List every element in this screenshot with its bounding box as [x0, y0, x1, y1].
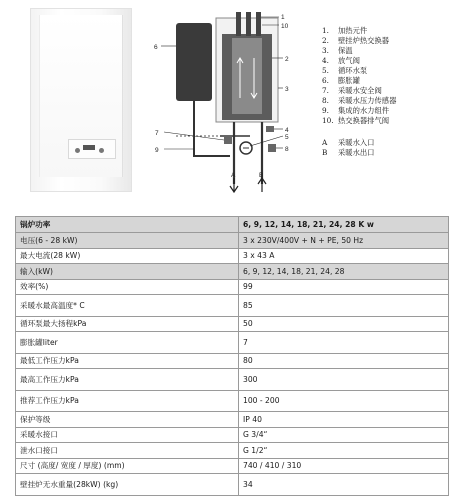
- spec-row: [16, 295, 449, 317]
- spec-label: 尺寸 (高度/ 宽度 / 厚度) (mm): [16, 458, 239, 474]
- spec-row: [16, 390, 449, 412]
- spec-value: 99: [239, 279, 449, 295]
- spec-row: [16, 369, 449, 391]
- spec-row: [16, 412, 449, 428]
- spec-row: [16, 316, 449, 332]
- spec-row: [16, 248, 449, 264]
- legend-item-text: 壁挂炉热交换器: [338, 36, 390, 45]
- legend-item-text: 加热元件: [338, 26, 368, 35]
- legend-item-text: 热交换器排气阀: [338, 116, 390, 125]
- spec-value: 3 x 230V/400V + N + PE, 50 Hz: [239, 233, 449, 249]
- spec-value: 50: [239, 316, 449, 332]
- callout-4: 4: [285, 127, 289, 134]
- heating-element-rod-2: [246, 12, 251, 36]
- heating-element-rod-3: [256, 12, 261, 36]
- spec-row: [16, 458, 449, 474]
- legend-item: [322, 26, 396, 36]
- legend-item-number: 8.: [322, 96, 329, 105]
- legend-port-letter: B: [322, 148, 328, 157]
- spec-value: 300: [239, 369, 449, 391]
- callout-7: 7: [155, 130, 159, 137]
- callout-6: 6: [154, 44, 158, 51]
- control-knob-left: [75, 148, 80, 153]
- heating-element-rod-1: [236, 12, 241, 36]
- spec-row: [16, 443, 449, 459]
- legend-item-number: 3.: [322, 46, 329, 55]
- spec-value: 7: [239, 332, 449, 354]
- legend-item: [322, 46, 396, 56]
- spec-label: 输入(kW): [16, 264, 239, 280]
- callout-1: 1: [281, 14, 285, 21]
- legend-item: [322, 106, 396, 116]
- inlet-arrow: [230, 178, 238, 192]
- spec-label: 采暖水最高温度* C: [16, 295, 239, 317]
- callout-B: B: [259, 172, 264, 179]
- legend-items: [322, 26, 396, 126]
- legend-item: [322, 56, 396, 66]
- spec-label: 采暖水接口: [16, 427, 239, 443]
- legend-port: [322, 138, 396, 148]
- spec-label: 电压(6 - 28 kW): [16, 233, 239, 249]
- safety-valve: [224, 136, 232, 144]
- legend-item: [322, 76, 396, 86]
- spec-label: 膨胀罐liter: [16, 332, 239, 354]
- legend-item-text: 循环水泵: [338, 66, 368, 75]
- air-vent: [266, 126, 274, 132]
- spec-row: [16, 233, 449, 249]
- spec-value: 100 - 200: [239, 390, 449, 412]
- spec-label: 推荐工作压力kPa: [16, 390, 239, 412]
- legend-port: [322, 148, 396, 158]
- legend-item: [322, 86, 396, 96]
- pressure-sensor: [268, 144, 276, 152]
- control-display: [83, 145, 95, 150]
- spec-header-row: [16, 217, 449, 233]
- spec-label: 效率(%): [16, 279, 239, 295]
- legend-port-text: 采暖水入口: [338, 138, 375, 147]
- legend-item-text: 采暖水安全阀: [338, 86, 382, 95]
- legend-item-number: 5.: [322, 66, 329, 75]
- spec-value: 80: [239, 353, 449, 369]
- spec-label: 壁挂炉无水重量(28kW) (kg): [16, 474, 239, 496]
- legend-port-letter: A: [322, 138, 328, 147]
- spec-row: [16, 332, 449, 354]
- spec-label: 最大电流(28 kW): [16, 248, 239, 264]
- spec-value: 34: [239, 474, 449, 496]
- diagram-legend: [322, 26, 396, 158]
- legend-item: [322, 36, 396, 46]
- boiler-schematic: [150, 8, 310, 198]
- outlet-arrow: [258, 178, 266, 192]
- spec-value: 85: [239, 295, 449, 317]
- spec-row: [16, 474, 449, 496]
- spec-table: [15, 216, 449, 496]
- legend-port-text: 采暖水出口: [338, 148, 375, 157]
- legend-item: [322, 116, 396, 126]
- spec-row: [16, 353, 449, 369]
- callout-3: 3: [285, 86, 289, 93]
- spec-label: 保护等级: [16, 412, 239, 428]
- callout-5: 5: [285, 134, 289, 141]
- callout-2: 2: [285, 56, 289, 63]
- spec-label: 循环泵最大扬程kPa: [16, 316, 239, 332]
- legend-item-text: 放气阀: [338, 56, 360, 65]
- spec-label: 泄水口接口: [16, 443, 239, 459]
- spec-header-label: 锅炉功率: [16, 217, 239, 233]
- boiler-photo: [30, 8, 132, 192]
- legend-item-number: 7.: [322, 86, 329, 95]
- spec-value: IP 40: [239, 412, 449, 428]
- expansion-tank: [176, 23, 212, 101]
- spec-label: 最高工作压力kPa: [16, 369, 239, 391]
- legend-item-number: 1.: [322, 26, 329, 35]
- legend-item-number: 4.: [322, 56, 329, 65]
- spec-value: 6, 9, 12, 14, 18, 21, 24, 28: [239, 264, 449, 280]
- spec-value: 3 x 43 A: [239, 248, 449, 264]
- callout-10: 10: [281, 23, 289, 30]
- spec-value: G 3/4“: [239, 427, 449, 443]
- legend-item: [322, 66, 396, 76]
- legend-item-text: 集成的水力组件: [338, 106, 390, 115]
- callout-8: 8: [285, 146, 289, 153]
- legend-item-text: 保温: [338, 46, 353, 55]
- spec-header-value: 6, 9, 12, 14, 18, 21, 24, 28 K w: [239, 217, 449, 233]
- spec-row: [16, 279, 449, 295]
- legend-item-text: 采暖水压力传感器: [338, 96, 397, 105]
- control-knob-right: [99, 148, 104, 153]
- spec-row: [16, 264, 449, 280]
- legend-item-number: 2.: [322, 36, 329, 45]
- callout-9: 9: [155, 147, 159, 154]
- heat-exchanger-core: [232, 38, 262, 114]
- legend-item-text: 膨胀罐: [338, 76, 360, 85]
- callout-A: A: [231, 172, 236, 179]
- spec-label: 最低工作压力kPa: [16, 353, 239, 369]
- spec-value: 740 / 410 / 310: [239, 458, 449, 474]
- legend-ports: [322, 138, 396, 158]
- spec-row: [16, 427, 449, 443]
- legend-item-number: 9.: [322, 106, 329, 115]
- legend-item-number: 10.: [322, 116, 334, 125]
- spec-value: G 1/2“: [239, 443, 449, 459]
- legend-item-number: 6.: [322, 76, 329, 85]
- leader-5: [250, 136, 283, 146]
- legend-item: [322, 96, 396, 106]
